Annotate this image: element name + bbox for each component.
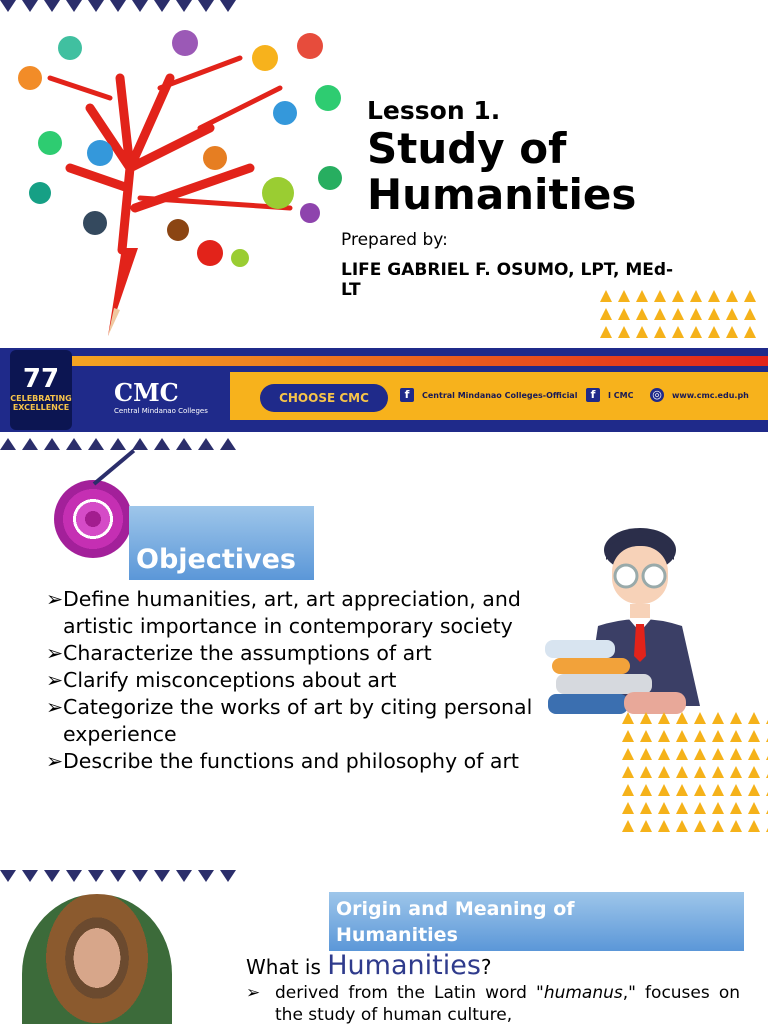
triangle-pattern-top xyxy=(0,870,242,882)
definition-bullet: ➢ derived from the Latin word "humanus," focuses on the study of human culture, xyxy=(246,983,740,1024)
what-is-question: What is Humanities? xyxy=(246,950,492,981)
facebook-page-official: f Central Mindanao Colleges-Official xyxy=(400,388,577,402)
facebook-icon: f xyxy=(400,388,414,402)
triangle-pattern-top xyxy=(0,438,242,450)
gold-triangle-pattern xyxy=(622,712,768,836)
arrow-bullet-icon: ➢ xyxy=(46,668,64,692)
author-name: LIFE GABRIEL F. OSUMO, LPT, MEd-LT xyxy=(341,260,674,300)
objectives-heading: Objectives xyxy=(136,544,296,575)
school-banner xyxy=(0,348,768,432)
arrow-bullet-icon: ➢ xyxy=(46,695,64,719)
lesson-title-line1: Study of xyxy=(367,124,567,173)
lesson-number: Lesson 1. xyxy=(367,96,501,125)
prepared-by-label: Prepared by: xyxy=(341,230,448,250)
slide-origin-meaning xyxy=(0,866,768,1024)
lesson-title-line2: Humanities xyxy=(367,170,637,219)
list-item: ➢ Categorize the works of art by citing personal experience xyxy=(46,695,533,746)
list-item: ➢ Define humanities, art, art appreciation, and artistic importance in contemporary society xyxy=(46,587,521,638)
website-link: ◎ www.cmc.edu.ph xyxy=(650,388,749,402)
list-item: ➢ Characterize the assumptions of art xyxy=(46,641,432,665)
gold-triangle-pattern xyxy=(600,290,760,342)
list-item: ➢ Clarify misconceptions about art xyxy=(46,668,397,692)
lesson-title xyxy=(367,126,747,218)
globe-icon: ◎ xyxy=(650,388,664,402)
origin-heading: Origin and Meaning of Humanities xyxy=(336,898,575,946)
arrow-bullet-icon: ➢ xyxy=(246,983,261,1003)
knowledge-tree-illustration xyxy=(10,18,350,338)
slide-title xyxy=(0,0,768,432)
arrow-bullet-icon: ➢ xyxy=(46,641,64,665)
cmc-logo: CMC Central Mindanao Colleges xyxy=(114,378,208,415)
triangle-pattern-top xyxy=(0,0,242,12)
facebook-page-icmc: f I CMC xyxy=(586,388,633,402)
arrow-bullet-icon: ➢ xyxy=(46,749,64,773)
choose-cmc-badge: CHOOSE CMC xyxy=(260,384,388,412)
anniversary-badge: 77 CELEBRATING EXCELLENCE xyxy=(10,350,72,430)
slide-objectives xyxy=(0,432,768,866)
target-icon xyxy=(54,480,132,558)
list-item: ➢ Describe the functions and philosophy of art xyxy=(46,749,519,773)
arrow-bullet-icon: ➢ xyxy=(46,587,64,611)
facebook-icon: f xyxy=(586,388,600,402)
shakespeare-portrait xyxy=(22,894,172,1024)
objectives-list xyxy=(46,586,536,775)
arrow-icon xyxy=(93,449,135,485)
teacher-illustration xyxy=(540,528,710,738)
